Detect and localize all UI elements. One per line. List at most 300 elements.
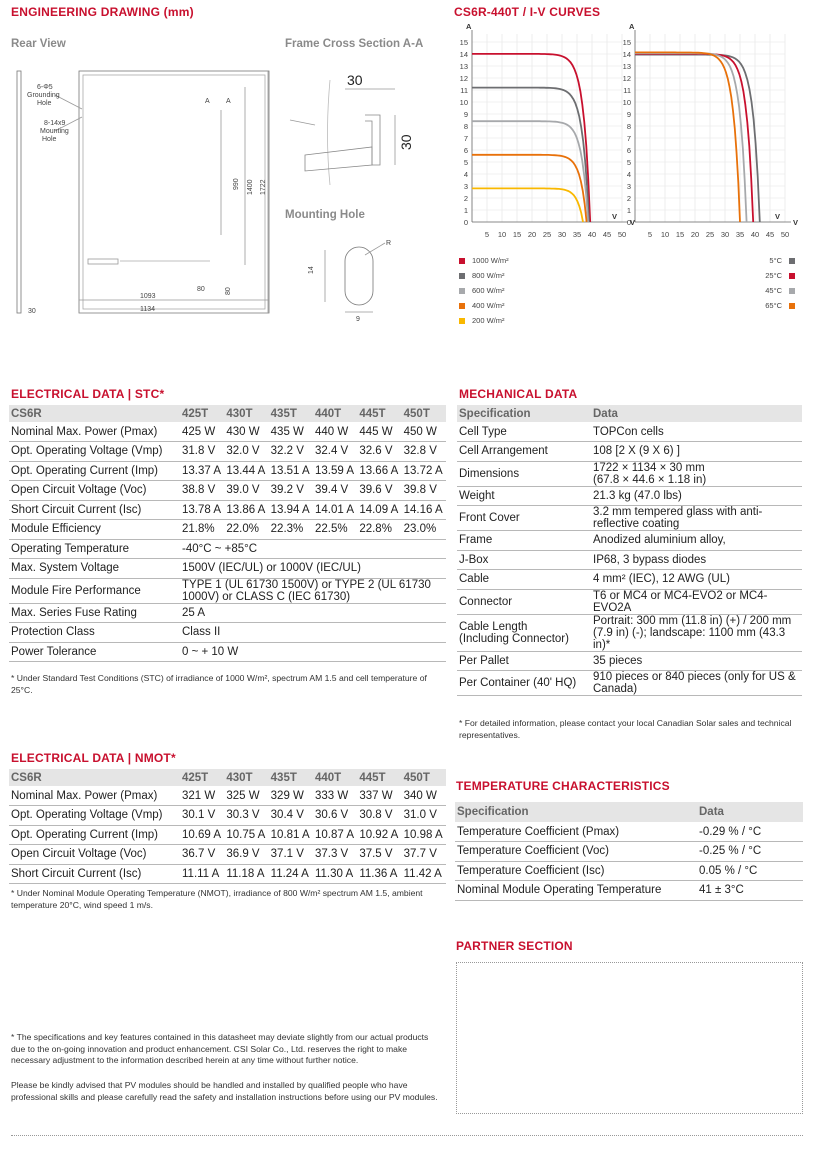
nmot-row [9, 786, 446, 806]
temp-row [455, 822, 803, 842]
temp-cell: 41 ± 3°C [699, 884, 744, 897]
stc-cell: Power Tolerance [11, 645, 97, 658]
legend-swatch [459, 258, 465, 264]
stc-cell: 38.8 V [182, 484, 216, 497]
mech-cell: IP68, 3 bypass diodes [593, 553, 707, 566]
mech-cell: 3.2 mm tempered glass with anti-reflective coating [593, 506, 763, 530]
iv-curves-chart [440, 22, 815, 252]
iv-series-line [472, 121, 588, 222]
nmot-cell: Opt. Operating Current (Imp) [11, 828, 158, 841]
nmot-cell: 337 W [359, 789, 393, 802]
legend-swatch [459, 318, 465, 324]
stc-row [9, 461, 446, 481]
stc-header-row [9, 405, 446, 422]
legend-item [740, 253, 795, 268]
stc-header-5: 445T [357, 405, 401, 422]
footer-advice: Please be kindly advised that PV modules should be handled and installed by qualified people who have professional skills and please carefully read the safety and installation instructions before using our PV modules. [11, 1080, 438, 1102]
x-tick-label: 20 [527, 230, 537, 239]
legend-swatch [459, 303, 465, 309]
y-tick-label: 10 [622, 98, 631, 107]
mech-cell: Anodized aluminium alloy, [593, 534, 726, 547]
stc-cell: 1500V (IEC/UL) or 1000V (IEC/UL) [182, 562, 361, 575]
x-tick-label: 30 [720, 230, 730, 239]
dim-30: 30 [28, 308, 36, 315]
stc-cell: 39.6 V [359, 484, 393, 497]
stc-cell: 13.51 A [270, 464, 310, 477]
mech-header-0: Specification [457, 405, 591, 422]
dim-990: 990 [233, 178, 240, 190]
y-tick-label: 8 [626, 122, 631, 131]
mech-cell: Per Container (40' HQ) [459, 677, 577, 689]
y-tick-label: 4 [463, 170, 468, 179]
y-tick-label: 6 [463, 146, 468, 155]
mech-cell: Dimensions [459, 467, 520, 480]
mech-cell: Frame [459, 534, 493, 547]
y-tick-label: 0 [626, 218, 631, 227]
nmot-header-4: 440T [313, 769, 357, 786]
stc-cell: 32.0 V [226, 445, 260, 458]
stc-row [9, 520, 446, 540]
mech-note: * For detailed information, please contact your local Canadian Solar sales and technical representatives. [459, 718, 792, 740]
y-tick-label: 9 [463, 110, 468, 119]
y-tick-label: 7 [463, 134, 468, 143]
stc-cell: Module Efficiency [11, 523, 101, 536]
nmot-cell: Opt. Operating Voltage (Vmp) [11, 809, 163, 822]
y-tick-label: 7 [626, 134, 631, 143]
x-tick-label: 15 [512, 230, 522, 239]
legend-label: 1000 W/m² [472, 256, 509, 265]
stc-cell: 39.8 V [403, 484, 437, 497]
x-tick-label: 10 [660, 230, 670, 239]
legend-swatch [459, 273, 465, 279]
mech-cell: 4 mm² (IEC), 12 AWG (UL) [593, 573, 730, 586]
x-axis-unit-inner: V [612, 212, 618, 221]
legend-label: 800 W/m² [472, 271, 505, 280]
nmot-cell: 10.75 A [226, 828, 266, 841]
y-tick-label: 3 [463, 182, 468, 191]
nmot-cell: 329 W [270, 789, 304, 802]
stc-cell: 430 W [226, 425, 260, 438]
mech-cell: T6 or MC4 or MC4-EVO2 or MC4-EVO2A [593, 589, 768, 614]
legend-label: 65°C [765, 301, 782, 310]
stc-cell: Operating Temperature [11, 542, 130, 555]
stc-cell: Opt. Operating Current (Imp) [11, 464, 158, 477]
mech-row [457, 442, 802, 462]
dim-80-a: 80 [197, 286, 205, 293]
nmot-cell: 11.11 A [182, 867, 220, 880]
stc-header-6: 450T [402, 405, 446, 422]
mech-cell: Cell Type [459, 425, 507, 438]
stc-row [9, 623, 446, 643]
stc-cell: Max. System Voltage [11, 562, 120, 575]
temp-cell: -0.29 % / °C [699, 825, 762, 838]
engineering-drawing [0, 55, 450, 330]
x-tick-label: 40 [750, 230, 760, 239]
mech-row [457, 550, 802, 570]
legend-item [459, 253, 509, 268]
legend-item [740, 268, 795, 283]
legend-label: 600 W/m² [472, 286, 505, 295]
stc-header-2: 430T [224, 405, 268, 422]
temp-title: TEMPERATURE CHARACTERISTICS [456, 779, 670, 793]
y-tick-label: 9 [626, 110, 631, 119]
stc-cell: Protection Class [11, 626, 95, 639]
nmot-note: * Under Nominal Module Operating Temperature (NMOT), irradiance of 800 W/m² spectrum AM 1.5, ambient temperature 20°C, wind speed 1 m/s. [11, 888, 423, 910]
nmot-cell: 36.9 V [226, 848, 260, 861]
stc-cell: 22.8% [359, 523, 392, 536]
x-tick-label: 45 [602, 230, 612, 239]
y-tick-label: 6 [626, 146, 631, 155]
nmot-cell: 30.1 V [182, 809, 216, 822]
mech-cell: Cable Length (Including Connector) [459, 620, 569, 645]
mounting-hole-shape [345, 247, 373, 305]
nmot-cell: 31.0 V [403, 809, 437, 822]
stc-cell: Max. Series Fuse Rating [11, 606, 137, 619]
dim-80-b: 80 [225, 287, 232, 295]
stc-cell: 435 W [270, 425, 304, 438]
y-tick-label: 3 [626, 182, 631, 191]
nmot-cell: 11.30 A [314, 867, 354, 880]
nmot-row [9, 806, 446, 826]
y-tick-label: 15 [622, 38, 631, 47]
nmot-cell: 10.81 A [270, 828, 310, 841]
stc-cell: 32.2 V [270, 445, 304, 458]
legend-item [459, 298, 509, 313]
mech-row [457, 486, 802, 506]
stc-cell: Class II [182, 626, 221, 639]
stc-cell: 25 A [182, 606, 206, 619]
x-tick-label: 15 [675, 230, 685, 239]
nmot-cell: 340 W [403, 789, 437, 802]
stc-cell: 14.09 A [359, 503, 399, 516]
stc-cell: Short Circuit Current (Isc) [11, 503, 142, 516]
stc-cell: 13.94 A [270, 503, 310, 516]
footer-divider [11, 1135, 803, 1136]
x-tick-label: 25 [542, 230, 552, 239]
mech-cell: 1722 × 1134 × 30 mm (67.8 × 44.6 × 1.18 in) [593, 461, 707, 486]
stc-row [9, 422, 446, 442]
legend-swatch [789, 288, 795, 294]
y-axis-unit: A [466, 22, 472, 31]
nmot-cell: Short Circuit Current (Isc) [11, 867, 142, 880]
nmot-cell: 37.1 V [270, 848, 304, 861]
nmot-cell: 30.6 V [314, 809, 349, 822]
temp-cell: Temperature Coefficient (Pmax) [457, 825, 620, 838]
stc-cell: 23.0% [403, 523, 437, 536]
legend-swatch [789, 273, 795, 279]
stc-cell: 450 W [403, 425, 437, 438]
nmot-cell: Nominal Max. Power (Pmax) [11, 789, 158, 802]
iv-curves-title: CS6R-440T / I-V CURVES [454, 5, 601, 19]
legend-label: 400 W/m² [472, 301, 505, 310]
stc-cell: 39.4 V [314, 484, 349, 497]
dim-1093: 1093 [140, 293, 156, 300]
footer-disclaimer: * The specifications and key features contained in this datasheet may deviate slightly from our actual products due to the on-going innovation and product enhancement. CSI Solar Co., Ltd. reserves the right to make necessary adjustment to the information described herein at any time without further notice. [11, 1032, 429, 1065]
y-tick-label: 12 [459, 74, 468, 83]
mech-row [457, 614, 802, 651]
frame-section-label: Frame Cross Section A-A [285, 38, 424, 50]
stc-cell: 22.5% [314, 523, 348, 536]
nmot-cell: 37.7 V [403, 848, 437, 861]
nmot-header-0: CS6R [9, 769, 180, 786]
stc-row [9, 603, 446, 623]
nmot-cell: 321 W [182, 789, 216, 802]
y-tick-label: 2 [626, 194, 631, 203]
stc-row [9, 442, 446, 462]
mount-dim-14: 14 [308, 266, 315, 274]
y-tick-label: 8 [463, 122, 468, 131]
section-mark-a2: A [226, 98, 231, 105]
partner-title: PARTNER SECTION [456, 939, 573, 953]
nmot-cell: 37.5 V [359, 848, 393, 861]
mech-table [457, 405, 802, 696]
stc-header-4: 440T [313, 405, 357, 422]
mech-cell: Portrait: 300 mm (11.8 in) (+) / 200 mm (7.9 in) (-); landscape: 1100 mm (43.3 in)* [593, 614, 792, 651]
stc-cell: 22.0% [226, 523, 259, 536]
x-tick-label: 20 [690, 230, 700, 239]
nmot-title: ELECTRICAL DATA | NMOT* [11, 751, 176, 765]
stc-cell: TYPE 1 (UL 61730 1500V) or TYPE 2 (UL 61730 1000V) or CLASS C (IEC 61730) [182, 578, 431, 603]
nmot-table [9, 769, 446, 884]
stc-note: * Under Standard Test Conditions (STC) of irradiance of 1000 W/m², spectrum AM 1.5 and cell temperature of 25°C. [11, 673, 427, 695]
mount-dim-9: 9 [356, 316, 360, 323]
x-tick-label: 50 [780, 230, 790, 239]
stc-header-1: 425T [180, 405, 224, 422]
mech-cell: Weight [459, 489, 495, 502]
y-tick-label: 5 [626, 158, 631, 167]
y-tick-label: 5 [463, 158, 468, 167]
legend-swatch [789, 303, 795, 309]
stc-cell: 13.86 A [226, 503, 266, 516]
legend-item [459, 283, 509, 298]
legend-item [740, 298, 795, 313]
stc-row [9, 578, 446, 603]
dim-1400: 1400 [247, 179, 254, 195]
nmot-cell: 11.18 A [226, 867, 265, 880]
nmot-cell: 37.3 V [314, 848, 349, 861]
stc-header-0: CS6R [9, 405, 180, 422]
stc-cell: 13.78 A [182, 503, 222, 516]
legend-swatch [459, 288, 465, 294]
stc-cell: 445 W [359, 425, 393, 438]
temp-cell: Temperature Coefficient (Voc) [457, 845, 609, 858]
temp-row [455, 842, 803, 862]
stc-cell: 21.8% [182, 523, 215, 536]
x-axis-unit: V [793, 218, 799, 227]
engineering-drawing-title: ENGINEERING DRAWING (mm) [11, 5, 194, 19]
dim-1134: 1134 [140, 306, 156, 313]
temp-header-0: Specification [455, 802, 697, 822]
nmot-cell: 10.92 A [359, 828, 399, 841]
mech-row [457, 589, 802, 614]
nmot-cell: 10.87 A [314, 828, 354, 841]
temp-cell: Temperature Coefficient (Isc) [457, 864, 605, 877]
stc-cell: 39.2 V [270, 484, 304, 497]
temp-cell: 0.05 % / °C [699, 864, 758, 877]
mech-row [457, 422, 802, 442]
grounding-hole-label: 6-Φ5 Grounding Hole [27, 84, 60, 107]
nmot-cell: 30.8 V [359, 809, 393, 822]
y-tick-label: 4 [626, 170, 631, 179]
mech-cell: 910 pieces or 840 pieces (only for US & Canada) [593, 671, 796, 695]
y-tick-label: 13 [459, 62, 468, 71]
side-profile [17, 71, 21, 313]
stc-cell: 13.72 A [403, 464, 443, 477]
x-tick-label: 30 [557, 230, 567, 239]
x-axis-unit-inner: V [775, 212, 781, 221]
mech-title: MECHANICAL DATA [459, 387, 578, 401]
stc-row [9, 559, 446, 579]
nmot-cell: 36.7 V [182, 848, 216, 861]
nmot-row [9, 864, 446, 884]
mount-dim-r: R [386, 240, 392, 247]
nmot-header-row [9, 769, 446, 786]
mech-header-row [457, 405, 802, 422]
y-tick-label: 1 [463, 206, 468, 215]
mech-cell: J-Box [459, 553, 489, 566]
nmot-cell: 11.36 A [359, 867, 398, 880]
x-tick-label: 50 [617, 230, 627, 239]
y-tick-label: 13 [622, 62, 631, 71]
y-tick-label: 11 [623, 86, 631, 95]
mech-row [457, 461, 802, 486]
mech-row [457, 531, 802, 551]
nmot-cell: 10.69 A [182, 828, 222, 841]
nmot-header-1: 425T [180, 769, 224, 786]
nmot-cell: 11.24 A [270, 867, 309, 880]
y-tick-label: 0 [463, 218, 468, 227]
legend-label: 5°C [769, 256, 782, 265]
x-tick-label: 35 [572, 230, 582, 239]
mech-row [457, 506, 802, 531]
nmot-header-6: 450T [402, 769, 446, 786]
stc-cell: Nominal Max. Power (Pmax) [11, 425, 158, 438]
frame-dim-30-height: 30 [398, 134, 414, 150]
mech-cell: Per Pallet [459, 654, 509, 667]
mech-row [457, 671, 802, 696]
stc-cell: 32.8 V [403, 445, 437, 458]
rear-view-label: Rear View [11, 38, 66, 50]
stc-cell: 22.3% [270, 523, 304, 536]
stc-cell: -40°C ~ +85°C [182, 542, 258, 555]
nmot-header-2: 430T [224, 769, 268, 786]
dim-1722: 1722 [260, 179, 267, 195]
stc-header-3: 435T [269, 405, 313, 422]
x-tick-label: 5 [647, 230, 653, 239]
section-mark-a1: A [205, 98, 210, 105]
stc-cell: 13.44 A [226, 464, 266, 477]
temp-cell: -0.25 % / °C [699, 845, 762, 858]
nmot-cell: Open Circuit Voltage (Voc) [11, 848, 147, 861]
nmot-cell: 30.3 V [226, 809, 260, 822]
mech-header-1: Data [591, 405, 802, 422]
irradiance-legend [459, 253, 509, 328]
stc-cell: 0 ~ + 10 W [182, 645, 239, 658]
stc-cell: 32.6 V [359, 445, 393, 458]
legend-item [740, 283, 795, 298]
temp-header-1: Data [697, 802, 803, 822]
y-tick-label: 1 [626, 206, 631, 215]
rear-view-frame [79, 71, 269, 313]
mech-cell: 108 [2 X (9 X 6) ] [593, 445, 680, 458]
y-tick-label: 2 [463, 194, 468, 203]
stc-row [9, 642, 446, 662]
nmot-header-5: 445T [357, 769, 401, 786]
temp-cell: Nominal Module Operating Temperature [457, 884, 662, 897]
legend-item [459, 313, 509, 328]
frame-dim-30-width: 30 [347, 72, 363, 88]
y-tick-label: 12 [622, 74, 631, 83]
stc-cell: 13.66 A [359, 464, 399, 477]
nmot-cell: 11.42 A [403, 867, 442, 880]
temp-row [455, 881, 803, 901]
y-tick-label: 14 [459, 50, 468, 59]
stc-cell: 31.8 V [182, 445, 216, 458]
stc-cell: 14.01 A [314, 503, 354, 516]
stc-cell: 13.37 A [182, 464, 222, 477]
stc-title: ELECTRICAL DATA | STC* [11, 387, 165, 401]
nmot-row [9, 825, 446, 845]
partner-box [456, 962, 803, 1114]
stc-cell: 39.0 V [226, 484, 260, 497]
x-tick-label: 25 [705, 230, 715, 239]
mech-cell: Cable [459, 573, 490, 586]
stc-cell: Module Fire Performance [11, 584, 141, 597]
mech-cell: 35 pieces [593, 654, 643, 667]
legend-label: 200 W/m² [472, 316, 505, 325]
nmot-cell: 30.4 V [270, 809, 304, 822]
mounting-hole-note: 8-14x9 Mounting Hole [40, 120, 69, 143]
mech-cell: Front Cover [459, 512, 520, 524]
x-tick-label: 5 [484, 230, 490, 239]
stc-row [9, 481, 446, 501]
nmot-header-3: 435T [269, 769, 313, 786]
legend-item [459, 268, 509, 283]
nmot-cell: 333 W [314, 789, 349, 802]
y-tick-label: 14 [622, 50, 631, 59]
legend-swatch [789, 258, 795, 264]
x-tick-label: 45 [765, 230, 775, 239]
x-tick-label: 40 [587, 230, 597, 239]
mech-cell: Cell Arrangement [459, 445, 548, 458]
mech-row [457, 651, 802, 671]
mounting-hole-label: Mounting Hole [285, 209, 365, 221]
temperature-legend [740, 253, 795, 313]
temp-table [455, 802, 803, 901]
nmot-cell: 10.98 A [403, 828, 443, 841]
mech-cell: TOPCon cells [593, 425, 664, 438]
x-tick-label: 35 [735, 230, 745, 239]
y-tick-label: 11 [460, 86, 468, 95]
iv-series-line [635, 53, 747, 222]
nmot-cell: 325 W [226, 789, 260, 802]
legend-label: 25°C [765, 271, 782, 280]
mech-cell: 21.3 kg (47.0 lbs) [593, 489, 682, 502]
nmot-row [9, 845, 446, 865]
stc-table [9, 405, 446, 662]
y-tick-label: 15 [459, 38, 468, 47]
stc-cell: 14.16 A [403, 503, 443, 516]
x-axis-unit: V [630, 218, 636, 227]
y-tick-label: 10 [459, 98, 468, 107]
stc-row [9, 539, 446, 559]
stc-cell: Open Circuit Voltage (Voc) [11, 484, 147, 497]
y-axis-unit: A [629, 22, 635, 31]
mech-cell: Connector [459, 595, 513, 608]
temp-header-row [455, 802, 803, 822]
mech-row [457, 570, 802, 590]
x-tick-label: 10 [497, 230, 507, 239]
